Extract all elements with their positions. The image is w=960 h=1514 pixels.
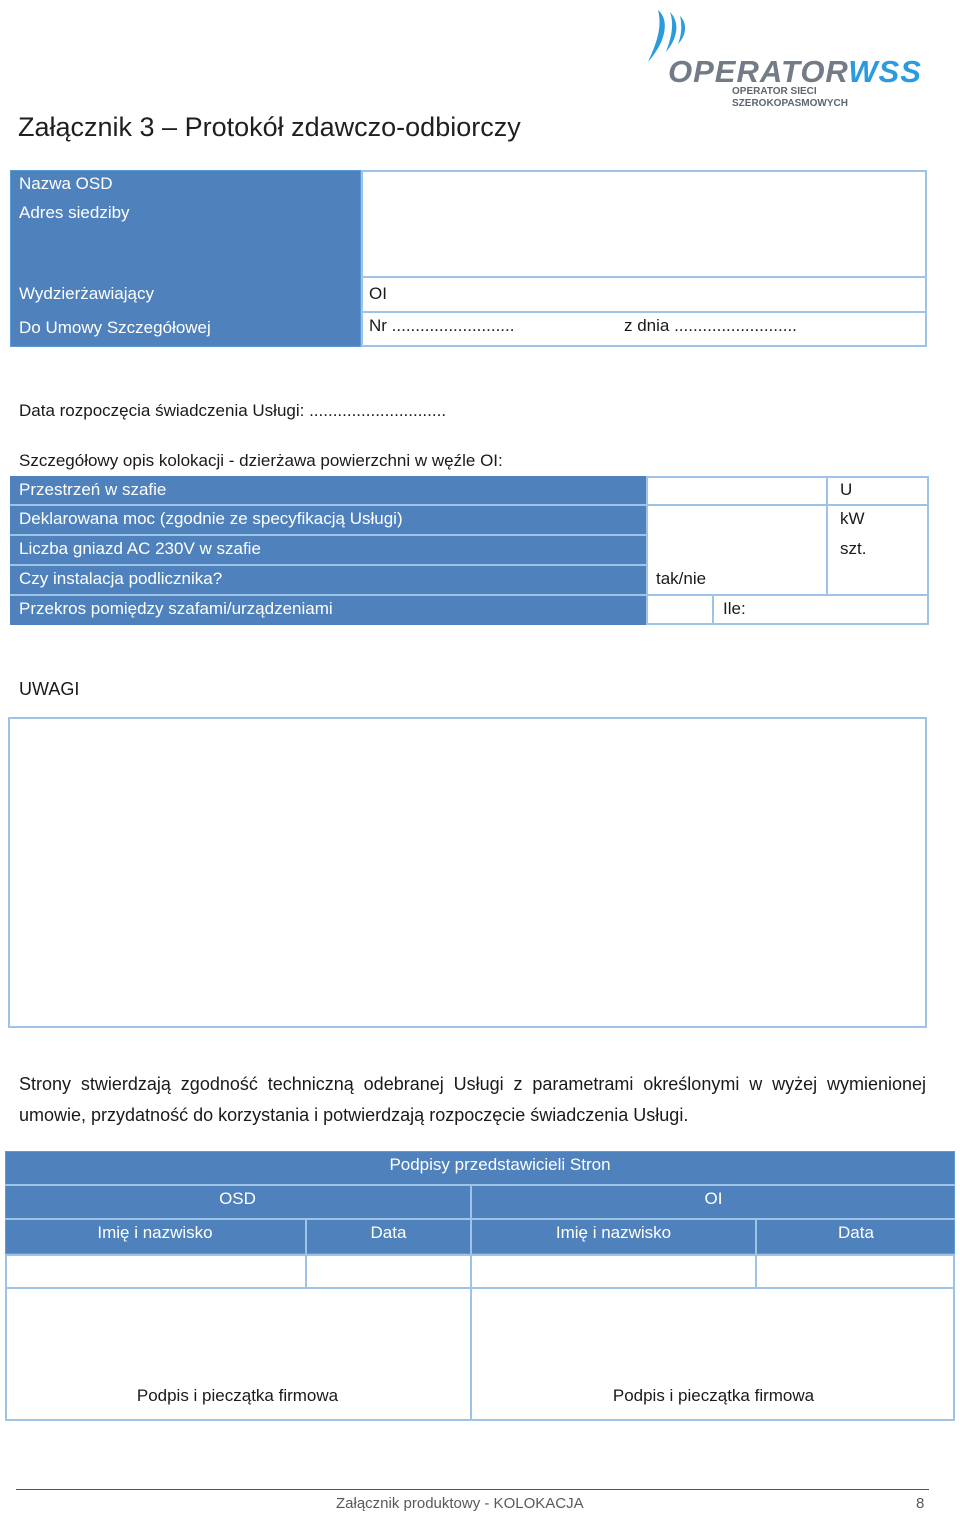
row-label-crossconnect: Przekros pomiędzy szafami/urządzeniami <box>19 599 333 618</box>
table-divider <box>361 311 927 313</box>
table-divider <box>10 504 929 506</box>
unit-szt: szt. <box>840 539 867 558</box>
party-osd: OSD <box>219 1189 256 1208</box>
table-divider <box>361 276 927 278</box>
table-divider <box>10 564 646 566</box>
col-date-oi: Data <box>838 1223 874 1242</box>
col-name-oi: Imię i nazwisko <box>555 1223 672 1242</box>
table-divider <box>646 476 648 625</box>
statement-paragraph: Strony stwierdzają zgodność techniczną odebranej Usługi z parametrami określonymi w wyżej wymienionej umowie, przydatność do korzystania i potwierdzają rozpoczęcie świadczenia Usługi. <box>19 1074 926 1125</box>
operator-wss-logo <box>638 6 928 109</box>
page-number: 8 <box>916 1495 925 1512</box>
signatures-title: Podpisy przedstawicieli Stron <box>389 1155 611 1174</box>
table-divider <box>826 476 828 594</box>
footer-text: Załącznik produktowy - KOLOKACJA <box>336 1495 584 1512</box>
table-divider <box>5 1184 955 1186</box>
value-tak-nie[interactable]: tak/nie <box>656 569 707 588</box>
stamp-oi: Podpis i pieczątka firmowa <box>612 1386 815 1405</box>
footer-divider <box>16 1489 929 1490</box>
row-label-sockets: Liczba gniazd AC 230V w szafie <box>19 539 261 558</box>
table-divider <box>10 534 646 536</box>
value-ile[interactable]: Ile: <box>723 599 746 618</box>
label-wydzierzawiajacy: Wydzierżawiający <box>19 284 154 303</box>
table-divider <box>712 594 714 625</box>
field-z-dnia[interactable]: z dnia .......................... <box>624 316 797 335</box>
label-umowa: Do Umowy Szczegółowej <box>19 318 211 337</box>
colocation-heading: Szczegółowy opis kolokacji - dzierżawa powierzchni w węźle OI: <box>19 451 503 470</box>
row-label-power: Deklarowana moc (zgodnie ze specyfikacją Usługi) <box>19 509 403 528</box>
table-divider <box>305 1254 307 1288</box>
unit-kw: kW <box>840 509 865 528</box>
row-label-space: Przestrzeń w szafie <box>19 480 167 499</box>
remarks-box[interactable] <box>8 717 927 1028</box>
unit-u: U <box>840 480 853 499</box>
col-date-osd: Data <box>370 1223 407 1242</box>
party-oi: OI <box>704 1189 723 1208</box>
table-divider <box>5 1218 955 1220</box>
logo-wordmark: OPERATORWSS <box>668 54 922 89</box>
row-label-submeter: Czy instalacja podlicznika? <box>19 569 223 588</box>
logo-tagline: OPERATOR SIECI SZEROKOPASMOWYCH <box>732 86 848 109</box>
start-date-line[interactable]: Data rozpoczęcia świadczenia Usługi: ............................. <box>19 401 447 420</box>
table-divider <box>10 594 929 596</box>
field-nr[interactable]: Nr .......................... <box>369 316 515 335</box>
page-title: Załącznik 3 – Protokół zdawczo-odbiorczy <box>18 112 521 142</box>
label-adres: Adres siedziby <box>19 203 130 222</box>
label-nazwa-osd: Nazwa OSD <box>19 174 113 193</box>
col-name-osd: Imię i nazwisko <box>97 1223 213 1242</box>
table-divider <box>5 1287 955 1289</box>
table-divider <box>755 1254 757 1288</box>
remarks-label: UWAGI <box>19 679 80 699</box>
field-oi[interactable]: OI <box>369 284 387 303</box>
stamp-osd: Podpis i pieczątka firmowa <box>136 1386 339 1405</box>
